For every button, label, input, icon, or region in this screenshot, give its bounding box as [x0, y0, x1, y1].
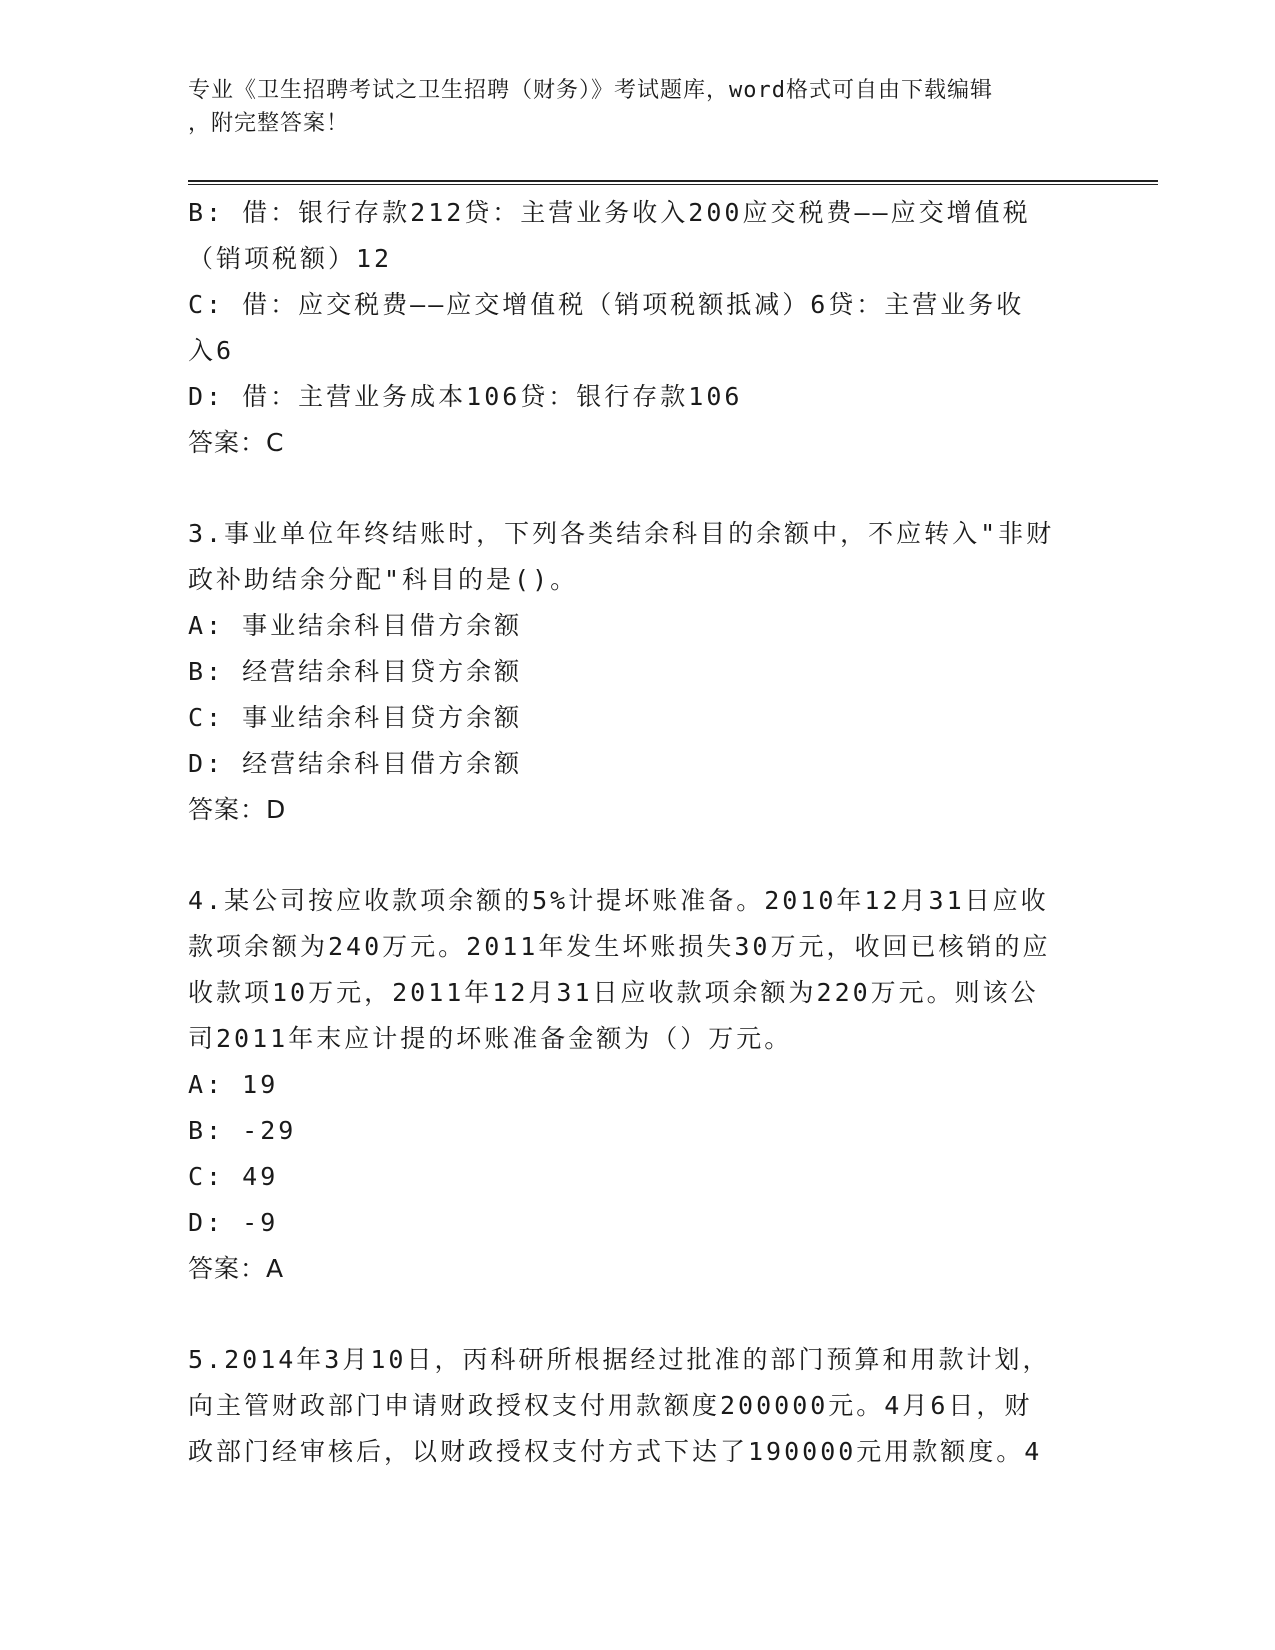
answer: 答案：A — [188, 1254, 285, 1283]
option-b-line-2: （销项税额）12 — [188, 244, 393, 273]
header-divider-thin — [188, 184, 1158, 185]
question-5 — [188, 1337, 1098, 1475]
option-a: A: 事业结余科目借方余额 — [188, 611, 523, 640]
header-line-1: 专业《卫生招聘考试之卫生招聘（财务）》考试题库，word格式可自由下载编辑 — [188, 78, 993, 103]
option-c: C: 49 — [188, 1162, 279, 1191]
document-header — [188, 74, 1088, 140]
spacer — [188, 833, 1098, 878]
question-stem-line-2: 政补助结余分配"科目的是()。 — [188, 565, 579, 594]
question-stem-line-2: 向主管财政部门申请财政授权支付用款额度200000元。4月6日，财 — [188, 1391, 1033, 1420]
question-list — [188, 190, 1098, 1475]
option-d: D: 经营结余科目借方余额 — [188, 749, 523, 778]
question-stem-line-1: 4.某公司按应收款项余额的5%计提坏账准备。2010年12月31日应收 — [188, 886, 1049, 915]
question-stem-line-4: 司2011年末应计提的坏账准备金额为（）万元。 — [188, 1024, 793, 1053]
spacer — [188, 466, 1098, 511]
option-c-line-1: C: 借：应交税费——应交增值税（销项税额抵减）6贷：主营业务收 — [188, 290, 1025, 319]
question-stem-line-2: 款项余额为240万元。2011年发生坏账损失30万元，收回已核销的应 — [188, 932, 1051, 961]
header-line-2: ，附完整答案！ — [188, 111, 350, 136]
question-3 — [188, 511, 1098, 833]
answer: 答案：C — [188, 428, 285, 457]
header-divider-thick — [188, 180, 1158, 182]
answer: 答案：D — [188, 795, 287, 824]
question-stem-line-1: 3.事业单位年终结账时，下列各类结余科目的余额中，不应转入"非财 — [188, 519, 1055, 548]
option-c: C: 事业结余科目贷方余额 — [188, 703, 523, 732]
question-4 — [188, 878, 1098, 1292]
question-stem-line-1: 5.2014年3月10日，丙科研所根据经过批准的部门预算和用款计划， — [188, 1345, 1051, 1374]
option-c-line-2: 入6 — [188, 336, 235, 365]
option-b-line-1: B: 借：银行存款212贷：主营业务收入200应交税费——应交增值税 — [188, 198, 1031, 227]
option-d: D: -9 — [188, 1208, 279, 1237]
option-b: B: 经营结余科目贷方余额 — [188, 657, 523, 686]
spacer — [188, 1292, 1098, 1337]
option-b: B: -29 — [188, 1116, 297, 1145]
question-stem-line-3: 收款项10万元，2011年12月31日应收款项余额为220万元。则该公 — [188, 978, 1039, 1007]
question-stem-line-3: 政部门经审核后，以财政授权支付方式下达了190000元用款额度。4 — [188, 1437, 1043, 1466]
option-d: D: 借：主营业务成本106贷：银行存款106 — [188, 382, 743, 411]
option-a: A: 19 — [188, 1070, 279, 1099]
question-2 — [188, 190, 1098, 466]
